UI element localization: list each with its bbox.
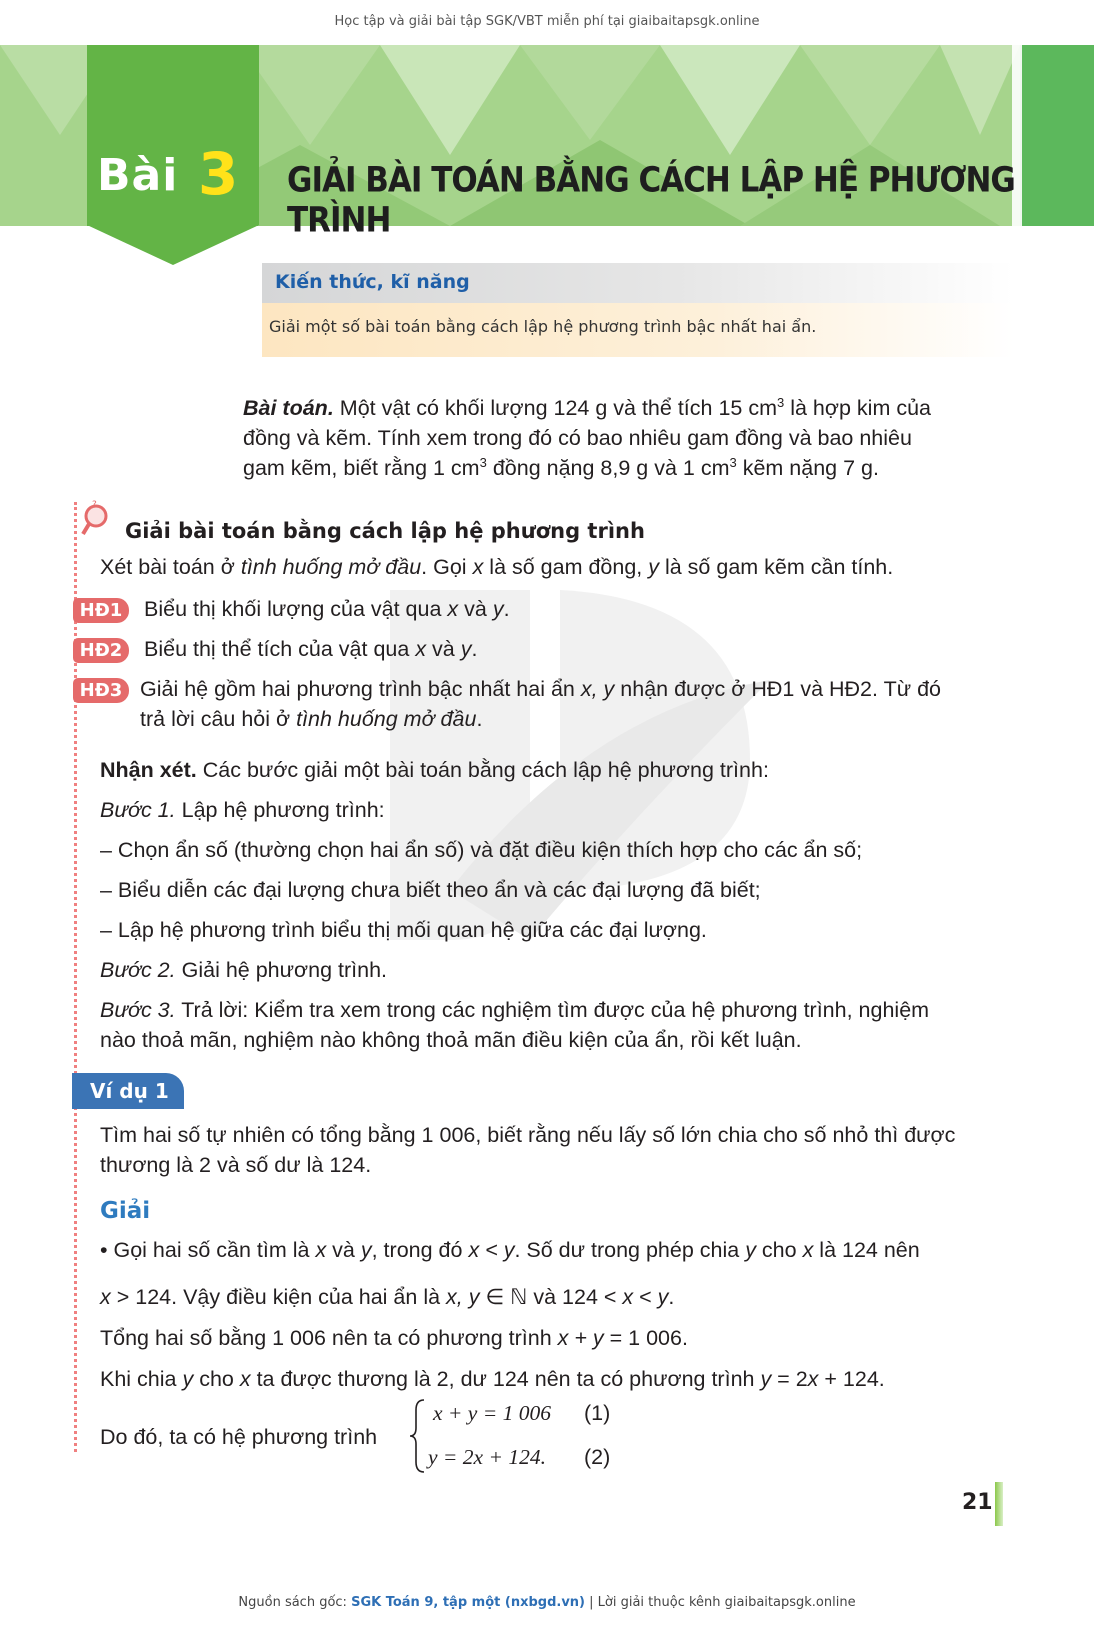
activity-italic: tình huống mở đầu bbox=[296, 707, 477, 731]
knowledge-body bbox=[262, 303, 1014, 357]
variable: x bbox=[447, 597, 459, 621]
step-bullet: – Lập hệ phương trình biểu thị mối quan hệ giữa các đại lượng. bbox=[100, 918, 707, 942]
lesson-label: Bài bbox=[97, 150, 179, 201]
activity-text bbox=[144, 594, 510, 624]
page-number: 21 bbox=[962, 1490, 993, 1515]
activity-text-part: . bbox=[476, 707, 483, 731]
footer-prefix: Nguồn sách gốc: bbox=[238, 1595, 352, 1610]
example-statement bbox=[100, 1120, 1000, 1180]
variable: x bbox=[622, 1285, 634, 1309]
solution-text: . bbox=[668, 1285, 675, 1309]
solution-text: . Số dư trong phép chia bbox=[514, 1238, 746, 1262]
solution-line bbox=[100, 1235, 1000, 1265]
solution-text: = 2 bbox=[771, 1367, 808, 1391]
solution-line bbox=[100, 1282, 1000, 1312]
variable: x bbox=[315, 1238, 327, 1262]
step-label: Bước 1. bbox=[100, 798, 176, 822]
knowledge-heading-bar bbox=[262, 263, 1014, 303]
solution-text: là 124 nên bbox=[813, 1238, 920, 1262]
solution-text: và bbox=[326, 1238, 361, 1262]
remark-label: Nhận xét. bbox=[100, 758, 197, 782]
remark-text: Các bước giải một bài toán bằng cách lập hệ phương trình: bbox=[202, 758, 769, 782]
activity-badge: HĐ3 bbox=[73, 678, 129, 703]
variable: x + y bbox=[557, 1326, 604, 1350]
solution-text: , trong đó bbox=[371, 1238, 469, 1262]
activity-text-part: Giải hệ gồm hai phương trình bậc nhất hai ẩn bbox=[140, 677, 581, 701]
intro-text: là số gam kẽm cần tính. bbox=[659, 555, 894, 579]
variable: x bbox=[100, 1285, 111, 1309]
variable: x bbox=[472, 555, 484, 579]
solution-text: Tổng hai số bằng 1 006 nên ta có phương trình bbox=[100, 1326, 558, 1350]
solution-text: > 124. Vậy điều kiện của hai ẩn là bbox=[110, 1285, 447, 1309]
variable: x, y bbox=[446, 1285, 480, 1309]
activity-text-part: trả lời câu hỏi ở bbox=[140, 707, 297, 731]
problem-label: Bài toán. bbox=[243, 396, 334, 420]
equation-2-number: (2) bbox=[584, 1445, 611, 1469]
footer-suffix: | Lời giải thuộc kênh giaibaitapsgk.online bbox=[585, 1595, 856, 1610]
step-label: Bước 3. bbox=[100, 998, 176, 1022]
intro-text: . Gọi bbox=[421, 555, 473, 579]
solution-text: cho bbox=[755, 1238, 803, 1262]
activity-badge: HĐ1 bbox=[73, 598, 129, 623]
variable: y bbox=[745, 1238, 756, 1262]
solution-text: Khi chia bbox=[100, 1367, 183, 1391]
lesson-number: 3 bbox=[198, 140, 239, 208]
variable: y bbox=[460, 637, 472, 661]
solution-line bbox=[100, 1323, 1000, 1353]
variable: y bbox=[182, 1367, 194, 1391]
activity-text-part: và bbox=[426, 637, 461, 661]
footer bbox=[0, 1595, 1094, 1610]
variable: x bbox=[415, 637, 427, 661]
page-number-bar bbox=[995, 1482, 1003, 1526]
variable: x, y bbox=[580, 677, 615, 701]
solution-text: ta được thương là 2, dư 124 nên ta có phương trình bbox=[250, 1367, 761, 1391]
problem-text: Một vật có khối lượng 124 g và thể tích 15 cm bbox=[339, 396, 777, 420]
solution-line bbox=[100, 1364, 1000, 1394]
solution-text: < bbox=[633, 1285, 658, 1309]
section-intro bbox=[100, 552, 893, 582]
step-text: Trả lời: Kiểm tra xem trong các nghiệm tìm được của hệ phương trình, nghiệm bbox=[181, 998, 930, 1022]
step-bullet: – Biểu diễn các đại lượng chưa biết theo ẩn và các đại lượng đã biết; bbox=[100, 878, 761, 902]
knowledge-heading: Kiến thức, kĩ năng bbox=[275, 271, 470, 293]
solution-text: cho bbox=[193, 1367, 240, 1391]
variable: x bbox=[802, 1238, 814, 1262]
magnifier-icon bbox=[80, 498, 110, 538]
variable: y bbox=[360, 1238, 372, 1262]
activity-badge: HĐ2 bbox=[73, 638, 129, 663]
remark bbox=[100, 755, 1000, 1055]
solution-system-intro: Do đó, ta có hệ phương trình bbox=[100, 1425, 378, 1449]
step-label: Bước 2. bbox=[100, 958, 176, 982]
activity-text-part: nhận được ở HĐ1 và HĐ2. Từ đó bbox=[614, 677, 941, 701]
variable: y bbox=[648, 555, 659, 579]
equation-1: x + y = 1 006 bbox=[433, 1401, 551, 1425]
svg-text:?: ? bbox=[92, 500, 97, 510]
superscript: 3 bbox=[479, 454, 487, 470]
footer-source-link[interactable]: SGK Toán 9, tập một (nxbgd.vn) bbox=[351, 1595, 585, 1610]
variable: x bbox=[239, 1367, 251, 1391]
solution-heading: Giải bbox=[100, 1198, 151, 1224]
example-text: thương là 2 và số dư là 124. bbox=[100, 1153, 372, 1177]
activity-text-part: và bbox=[458, 597, 493, 621]
activity-text bbox=[140, 674, 1000, 734]
example-text: Tìm hai số tự nhiên có tổng bằng 1 006, biết rằng nếu lấy số lớn chia cho số nhỏ thì được bbox=[100, 1123, 956, 1147]
variable: y bbox=[760, 1367, 772, 1391]
problem-text: đồng và kẽm. Tính xem trong đó có bao nhiêu gam đồng và bao nhiêu bbox=[243, 426, 912, 450]
step-text: Lập hệ phương trình: bbox=[181, 798, 385, 822]
step-text: Giải hệ phương trình. bbox=[181, 958, 387, 982]
lesson-title: GIẢI BÀI TOÁN BẰNG CÁCH LẬP HỆ PHƯƠNG TRÌNH bbox=[287, 160, 1015, 241]
superscript: 3 bbox=[777, 394, 785, 410]
variable: y bbox=[657, 1285, 669, 1309]
solution-text: = 1 006. bbox=[603, 1326, 688, 1350]
activity-text bbox=[144, 634, 477, 664]
step-bullet: – Chọn ẩn số (thường chọn hai ẩn số) và đặt điều kiện thích hợp cho các ẩn số; bbox=[100, 838, 863, 862]
example-tab: Ví dụ 1 bbox=[72, 1073, 184, 1109]
superscript: 3 bbox=[729, 454, 737, 470]
problem-text: kẽm nặng 7 g. bbox=[742, 456, 879, 480]
brace-icon bbox=[408, 1398, 428, 1474]
problem-text: là hợp kim của bbox=[790, 396, 931, 420]
intro-text: Xét bài toán ở bbox=[100, 555, 241, 579]
knowledge-text: Giải một số bài toán bằng cách lập hệ phương trình bậc nhất hai ẩn. bbox=[269, 317, 817, 336]
step-text: nào thoả mãn, nghiệm nào không thoả mãn điều kiện của ẩn, rồi kết luận. bbox=[100, 1028, 802, 1052]
activity-text-part: . bbox=[471, 637, 478, 661]
variable: x bbox=[807, 1367, 819, 1391]
solution-text: ∈ ℕ và 124 < bbox=[479, 1285, 623, 1309]
activity-text-part: Biểu thị thể tích của vật qua bbox=[144, 637, 416, 661]
variable: x < y bbox=[468, 1238, 515, 1262]
knowledge-box bbox=[262, 263, 1014, 357]
problem-statement bbox=[243, 393, 1003, 483]
equation-2: y = 2x + 124. bbox=[428, 1445, 546, 1469]
activity-text-part: . bbox=[503, 597, 510, 621]
solution-text: • Gọi hai số cần tìm là bbox=[100, 1238, 316, 1262]
variable: y bbox=[492, 597, 504, 621]
top-note: Học tập và giải bài tập SGK/VBT miễn phí tại giaibaitapsgk.online bbox=[334, 14, 760, 29]
section-title: Giải bài toán bằng cách lập hệ phương trình bbox=[125, 519, 645, 543]
activity-text-part: Biểu thị khối lượng của vật qua bbox=[144, 597, 448, 621]
problem-text: đồng nặng 8,9 g và 1 cm bbox=[492, 456, 730, 480]
intro-text: là số gam đồng, bbox=[483, 555, 649, 579]
intro-italic: tình huống mở đầu bbox=[240, 555, 422, 579]
problem-text: gam kẽm, biết rằng 1 cm bbox=[243, 456, 480, 480]
equation-1-number: (1) bbox=[584, 1401, 611, 1425]
solution-text: + 124. bbox=[818, 1367, 885, 1391]
